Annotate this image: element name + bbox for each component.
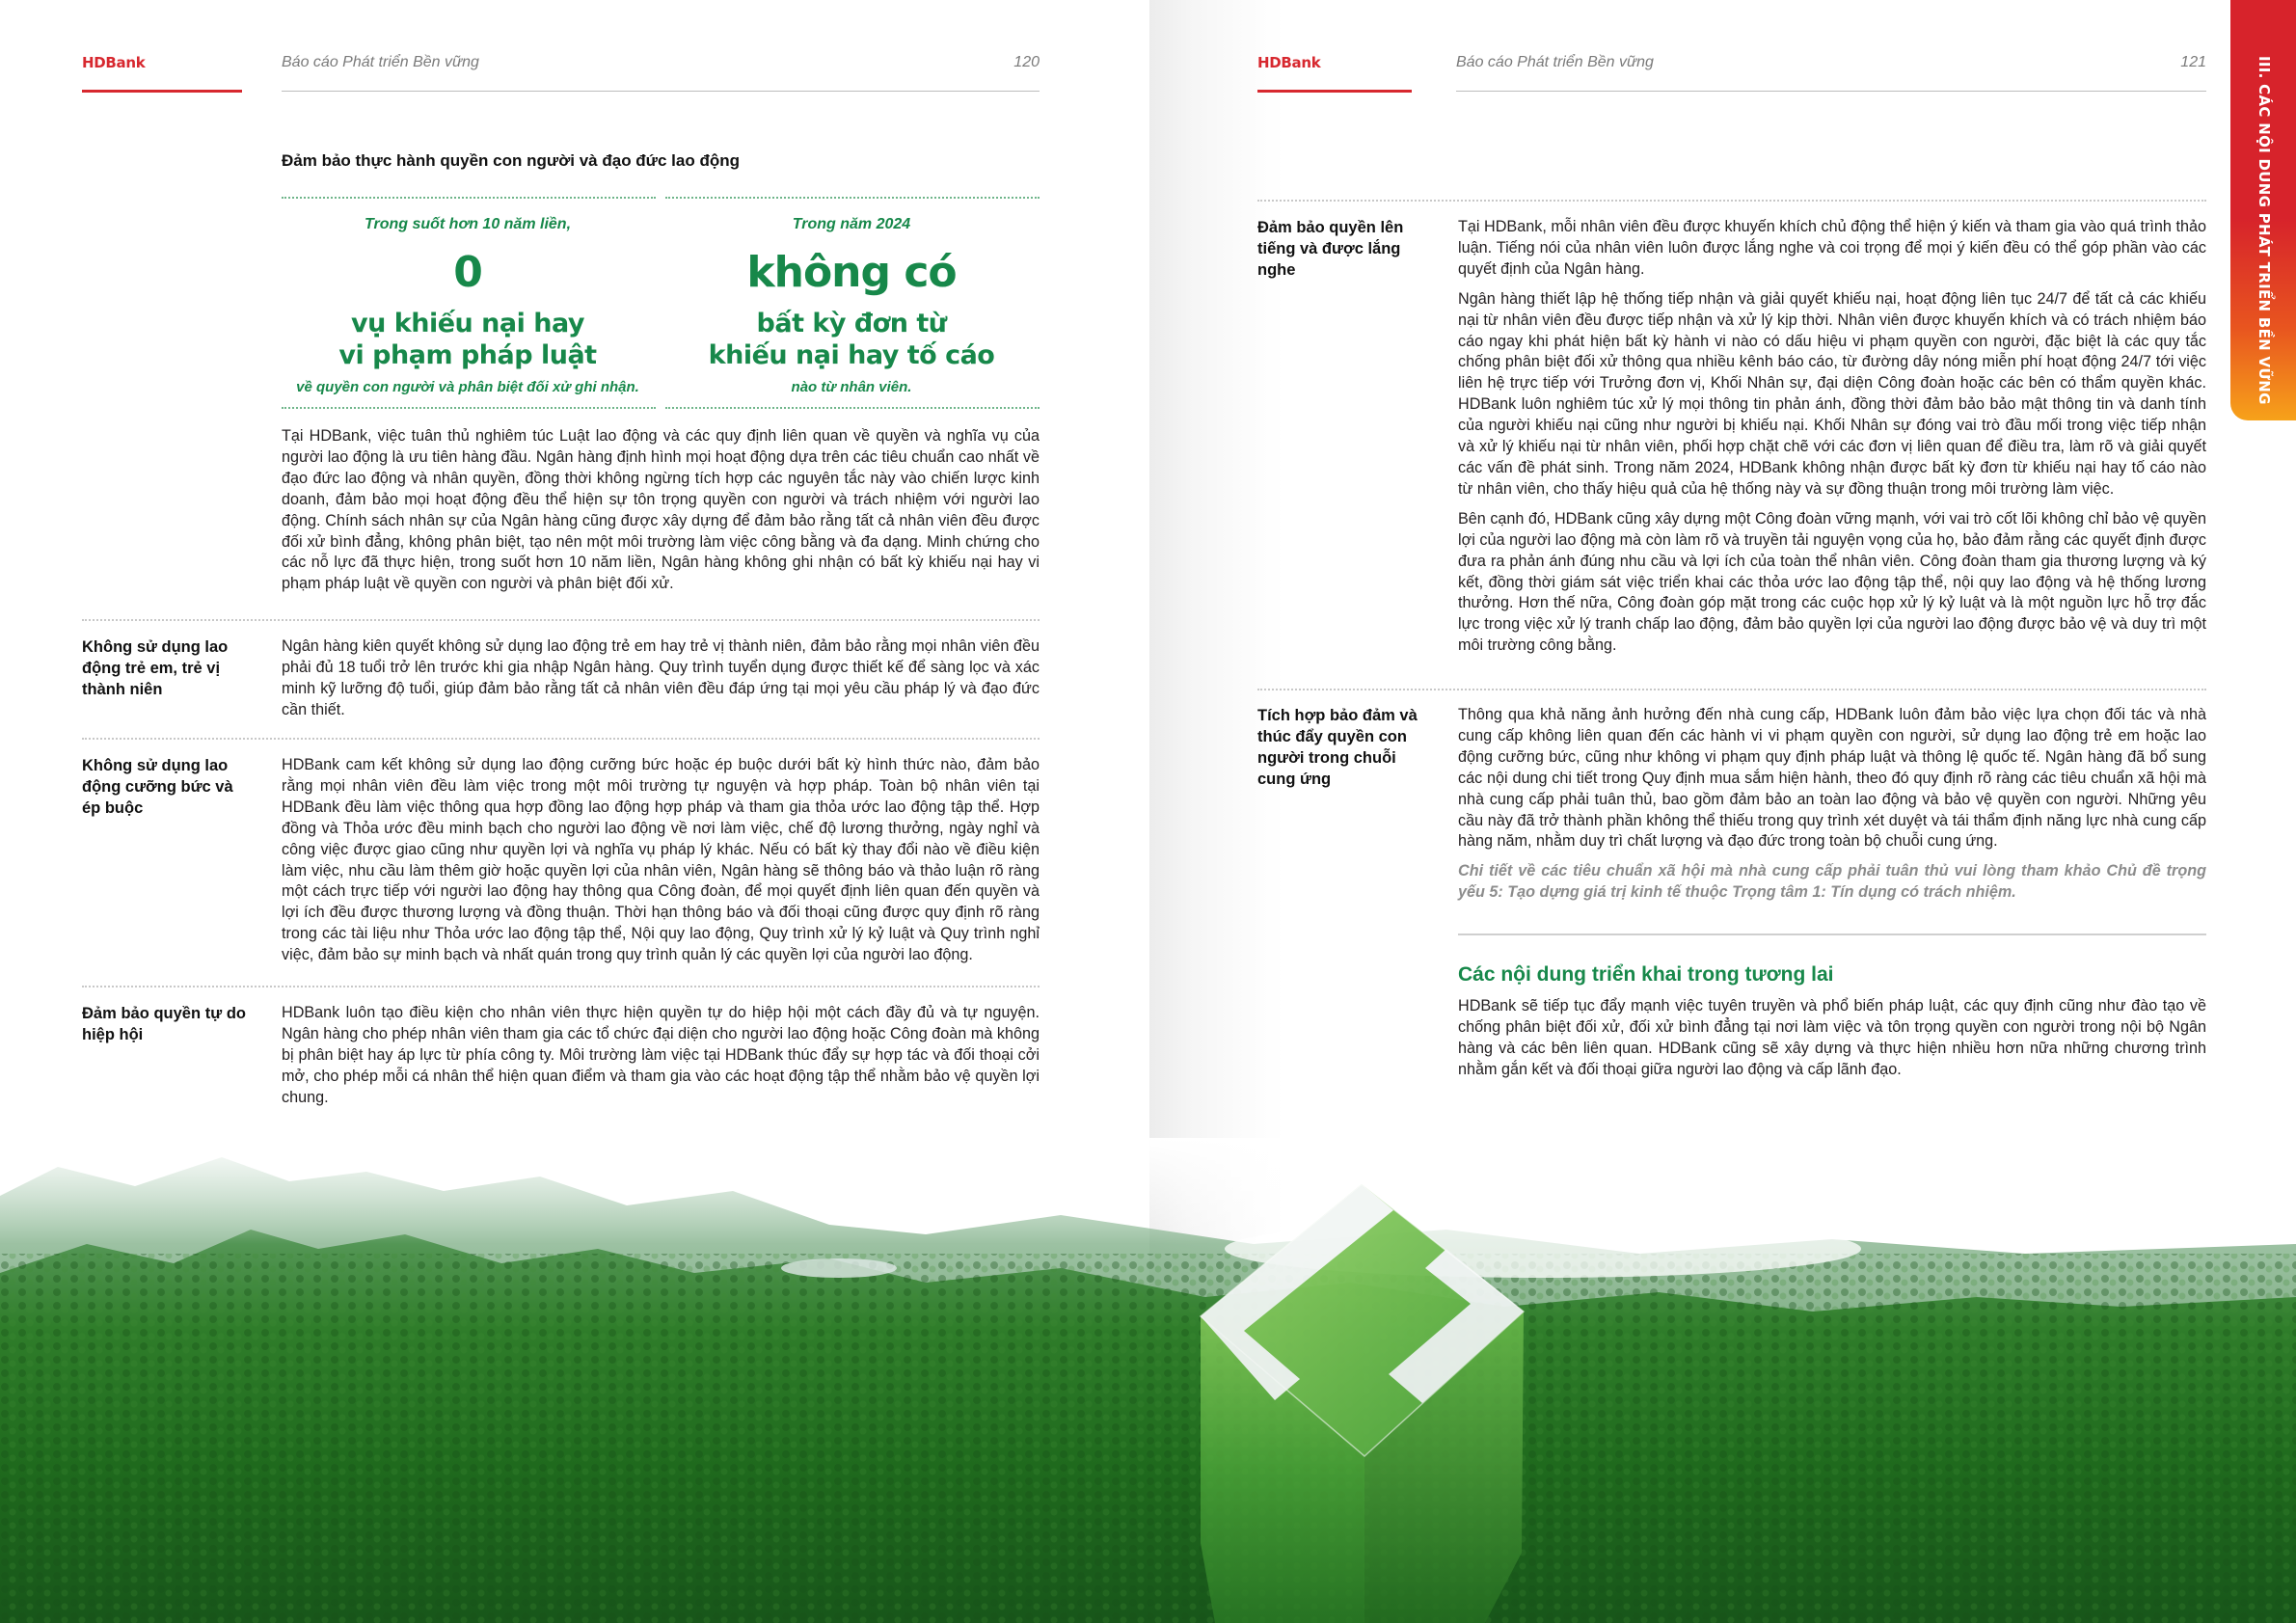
report-title: Báo cáo Phát triển Bền vững bbox=[282, 54, 479, 70]
reference-note: Chi tiết về các tiêu chuẩn xã hội mà nhà cung cấp phải tuân thủ vui lòng tham khảo Chủ đề trọng yếu 5: Tạo dựng giá trị kinh tế thuộc Trọng tâm 1: Tín dụng có trách nhiệm. bbox=[1458, 862, 2206, 902]
brand-rule bbox=[1257, 90, 1412, 93]
future-section-text: HDBank sẽ tiếp tục đẩy mạnh việc tuyên truyền và phổ biến pháp luật, các quy định cũng như đào tạo về chống phân biệt đối xử, đối xử bình đẳng tại nơi làm việc và tôn trọng quyền con người trong nội bộ Ngân hàng và các bên liên quan. HDBank cũng sẽ xây dựng và thực hiện nhiều hơn nữa những chương trình nhằm gắn kết và đối thoại giữa người lao động và cấp lãnh đạo. bbox=[1458, 997, 2206, 1078]
paragraph: Bên cạnh đó, HDBank cũng xây dựng một Công đoàn vững mạnh, với vai trò cốt lõi không chỉ bảo vệ quyền lợi của người lao động mà còn làm rõ và truyền tải nguyện vọng của họ, bảo đảm rằng các quyết định được đưa ra phản ánh đúng nhu cầu và lợi ích của toàn thể nhân viên. Công đoàn tham gia thương lượng và ký kết, đồng thời giám sát việc triển khai các thỏa ước lao động tập thể, nội quy lao động và hệ thống lương thưởng. Hơn thế nữa, Công đoàn góp mặt trong các cuộc họp xử lý kỷ luật và là một nguồn lực hỗ trợ đắc lực trong việc xử lý tranh chấp lao động, đảm bảo quyền lợi của người lao động được bảo vệ và duy trì một môi trường công bằng. bbox=[1458, 509, 2206, 655]
forest-landscape-image bbox=[0, 1138, 2296, 1623]
paragraph: Thông qua khả năng ảnh hưởng đến nhà cung cấp, HDBank luôn đảm bảo việc lựa chọn đối tác và nhà cung cấp không liên quan đến các hành vi vi phạm quyền con người, sử dụng lao động trẻ em hoặc lao động cưỡng bức, cũng như không vi phạm quy định pháp luật và thông lệ quốc tế. Ngân hàng đã bổ sung các nội dung chi tiết trong Quy định mua sắm hiện hành, theo đó quy định rõ ràng các tiêu chuẩn xã hội mà nhà cung cấp phải tuân thủ, bao gồm đảm bảo an toàn lao động và bảo vệ quyền con người. Những yêu cầu này đã trở thành phần không thể thiếu trong quy trình xét duyệt và tái thẩm định năng lực nhà cung cấp hàng năm, nhằm duy trì chất lượng và đạo đức trong toàn bộ chuỗi cung ứng. bbox=[1458, 706, 2206, 851]
page-number: 121 bbox=[2180, 54, 2206, 70]
header-rule bbox=[282, 91, 1040, 92]
brand-rule bbox=[82, 90, 242, 93]
future-section-title: Các nội dung triển khai trong tương lai bbox=[1458, 963, 1834, 986]
section-title: Đảm bảo thực hành quyền con người và đạo đức lao động bbox=[282, 151, 740, 170]
kpi-headline-line2: khiếu nại hay tố cáo bbox=[708, 340, 995, 370]
row-divider bbox=[82, 986, 1040, 987]
row-divider bbox=[82, 738, 1040, 740]
row-text-child-labour: Ngân hàng kiên quyết không sử dụng lao động trẻ em hay trẻ vị thành niên, đảm bảo rằng mọi nhân viên đều phải đủ 18 tuổi trở lên trước khi gia nhập Ngân hàng. Quy trình tuyển dụng được thiết kế để sàng lọc và xác minh kỹ lưỡng độ tuổi, giúp đảm bảo rằng tất cả nhân viên đều đáp ứng tại mọi yêu cầu pháp lý và đạo đức cần thiết. bbox=[282, 637, 1040, 718]
row-divider bbox=[82, 619, 1040, 621]
kpi-caption: nào từ nhân viên. bbox=[791, 379, 912, 395]
row-divider bbox=[1257, 200, 2206, 202]
kpi-intro: Trong năm 2024 bbox=[792, 216, 911, 232]
page-number: 120 bbox=[1013, 54, 1040, 70]
kpi-block-2024 bbox=[663, 207, 1040, 402]
row-label-association: Đảm bảo quyền tự do hiệp hội bbox=[82, 1005, 246, 1043]
row-label-voice: Đảm bảo quyền lên tiếng và được lắng nghe bbox=[1257, 219, 1404, 279]
lake bbox=[781, 1258, 897, 1278]
kpi-divider-top bbox=[665, 197, 1040, 199]
row-label-child-labour: Không sử dụng lao động trẻ em, trẻ vị thành niên bbox=[82, 638, 229, 698]
kpi-value: 0 bbox=[453, 248, 482, 297]
row-text-supply-chain bbox=[1458, 705, 2206, 904]
kpi-divider-top bbox=[282, 197, 656, 199]
kpi-divider-bottom bbox=[665, 407, 1040, 409]
report-title: Báo cáo Phát triển Bền vững bbox=[1456, 54, 1654, 70]
kpi-value: không có bbox=[746, 248, 957, 297]
row-text-forced-labour: HDBank cam kết không sử dụng lao động cưỡng bức hoặc ép buộc dưới bất kỳ hình thức nào, đảm bảo rằng mọi nhân viên đều làm việc trong một môi trường tự nguyện và hợp pháp. Toàn bộ nhân viên tại HDBank đều làm việc thông qua hợp đồng lao động hợp pháp và tham gia thỏa ước lao động tập thể. Hợp đồng và Thỏa ước đều minh bạch cho người lao động về nơi làm việc, chế độ lương thưởng, ngày nghỉ và công việc được giao cũng như quyền lợi và nghĩa vụ pháp lý khác. Nếu có bất kỳ thay đổi nào về điều kiện làm việc, nhu cầu làm thêm giờ hoặc quyền lợi của nhân viên, Ngân hàng sẽ thông báo và thảo luận rõ ràng một cách trực tiếp với người lao động hay thông qua Công đoàn, để mọi quyết định liên quan đến quyền và lợi ích đều được thương lượng và đồng thuận. Thời hạn thông báo và đối thoại cũng được quy định rõ ràng trong các tài liệu như Thỏa ước lao động tập thể, Nội quy lao động, Quy trình xử lý kỷ luật và Quy trình nghỉ việc, đảm bảo sự minh bạch và nhất quán trong quy trình quản lý các quyền lợi của người lao động. bbox=[282, 756, 1040, 964]
kpi-caption: về quyền con người và phân biệt đối xử ghi nhận. bbox=[296, 379, 639, 395]
brand-logo: HDBank bbox=[82, 54, 146, 71]
paragraph: Ngân hàng thiết lập hệ thống tiếp nhận và giải quyết khiếu nại, hoạt động liên tục 24/7 để tất cả các khiếu nại từ nhân viên đều được tiếp nhận và xử lý kịp thời. Nhân viên được khuyến khích và có trách nhiệm báo cáo ngay khi phát hiện bất kỳ hành vi nào có dấu hiệu vi phạm quyền con người, đặc biệt là các quy tắc chống phân biệt đối xử thông qua nhiều kênh báo cáo, từ đường dây nóng miễn phí hoạt động 24/7 tới việc liên hệ trực tiếp với Trưởng đơn vị, Khối Nhân sự, đại diện Công đoàn hoặc các bên có thẩm quyền khác. HDBank luôn nghiêm túc xử lý mọi thông tin phản ánh, đồng thời đảm bảo bảo mật thông tin và danh tính của người khiếu nại cũng như người bị khiếu nại. Khối Nhân sự đóng vai trò đầu mối trong việc tiếp nhận và xử lý khiếu nại từ nhân viên, phối hợp chặt chẽ với các đơn vị liên quan để điều tra, làm rõ và giải quyết các vấn đề phát sinh. Trong năm 2024, HDBank không nhận được bất kỳ đơn từ khiếu nại hay tố cáo nào từ nhân viên, cho thấy hiệu quả của hệ thống này và sự đồng thuận trong môi trường làm việc. bbox=[1458, 289, 2206, 498]
row-text-voice bbox=[1458, 217, 2206, 657]
kpi-headline-line2: vi phạm pháp luật bbox=[338, 340, 597, 370]
fog-overlay bbox=[0, 1138, 2296, 1244]
row-text-association: HDBank luôn tạo điều kiện cho nhân viên thực hiện quyền tự do hiệp hội một cách đầy đủ và tự nguyện. Ngân hàng cho phép nhân viên tham gia các tổ chức đại diện cho người lao động hoặc Công đoàn mà không bị phân biệt hay áp lực từ phía công ty. Môi trường làm việc tại HDBank thúc đẩy sự hợp tác và đối thoại cởi mở, cho phép mỗi cá nhân thể hiện quan điểm và tham gia vào các hoạt động tập thể nhằm bảo vệ quyền lợi chung. bbox=[282, 1004, 1040, 1106]
chapter-tab[interactable] bbox=[2230, 0, 2296, 420]
row-label-forced-labour: Không sử dụng lao động cưỡng bức và ép buộc bbox=[82, 757, 233, 817]
row-divider bbox=[1257, 689, 2206, 690]
section-rule bbox=[1458, 933, 2206, 935]
kpi-divider-bottom bbox=[282, 407, 656, 409]
brand-logo: HDBank bbox=[1257, 54, 1321, 71]
tree-texture bbox=[0, 1254, 2296, 1623]
kpi-intro: Trong suốt hơn 10 năm liền, bbox=[364, 216, 572, 232]
row-label-supply-chain: Tích hợp bảo đảm và thúc đẩy quyền con người trong chuỗi cung ứng bbox=[1257, 707, 1418, 788]
kpi-headline-line1: vụ khiếu nại hay bbox=[351, 309, 584, 338]
kpi-headline-line1: bất kỳ đơn từ bbox=[756, 309, 947, 338]
chapter-tab-label: III. CÁC NỘI DUNG PHÁT TRIỂN BỀN VỮNG bbox=[2255, 56, 2273, 405]
intro-paragraph: Tại HDBank, việc tuân thủ nghiêm túc Luật lao động và các quy định liên quan về quyền và nghĩa vụ của người lao động là ưu tiên hàng đầu. Ngân hàng định hình mọi hoạt động dựa trên các tiêu chuẩn cao nhất về đạo đức lao động và nhân quyền, đồng thời không ngừng tích hợp các nguyên tắc này vào chiến lược kinh doanh, đảm bảo mọi hoạt động đều thể hiện sự tôn trọng quyền con người và trách nhiệm với người lao động. Chính sách nhân sự của Ngân hàng cũng được xây dựng để đảm bảo rằng tất cả nhân viên đều được đối xử bình đẳng, không phân biệt, tạo nên một môi trường làm việc công bằng và đa dạng. Minh chứng cho các nỗ lực đã thực hiện, trong suốt hơn 10 năm liền, Ngân hàng không ghi nhận có bất kỳ khiếu nại hay vi phạm pháp luật về quyền con người và phân biệt đối xử. bbox=[282, 427, 1040, 593]
kpi-block-complaints bbox=[280, 207, 656, 402]
header-rule bbox=[1456, 91, 2206, 92]
paragraph: Tại HDBank, mỗi nhân viên đều được khuyến khích chủ động thể hiện ý kiến và tham gia vào quá trình thảo luận. Tiếng nói của nhân viên luôn được lắng nghe và coi trọng để mọi ý kiến đều có thể góp phần vào các quyết định của Ngân hàng. bbox=[1458, 218, 2206, 278]
